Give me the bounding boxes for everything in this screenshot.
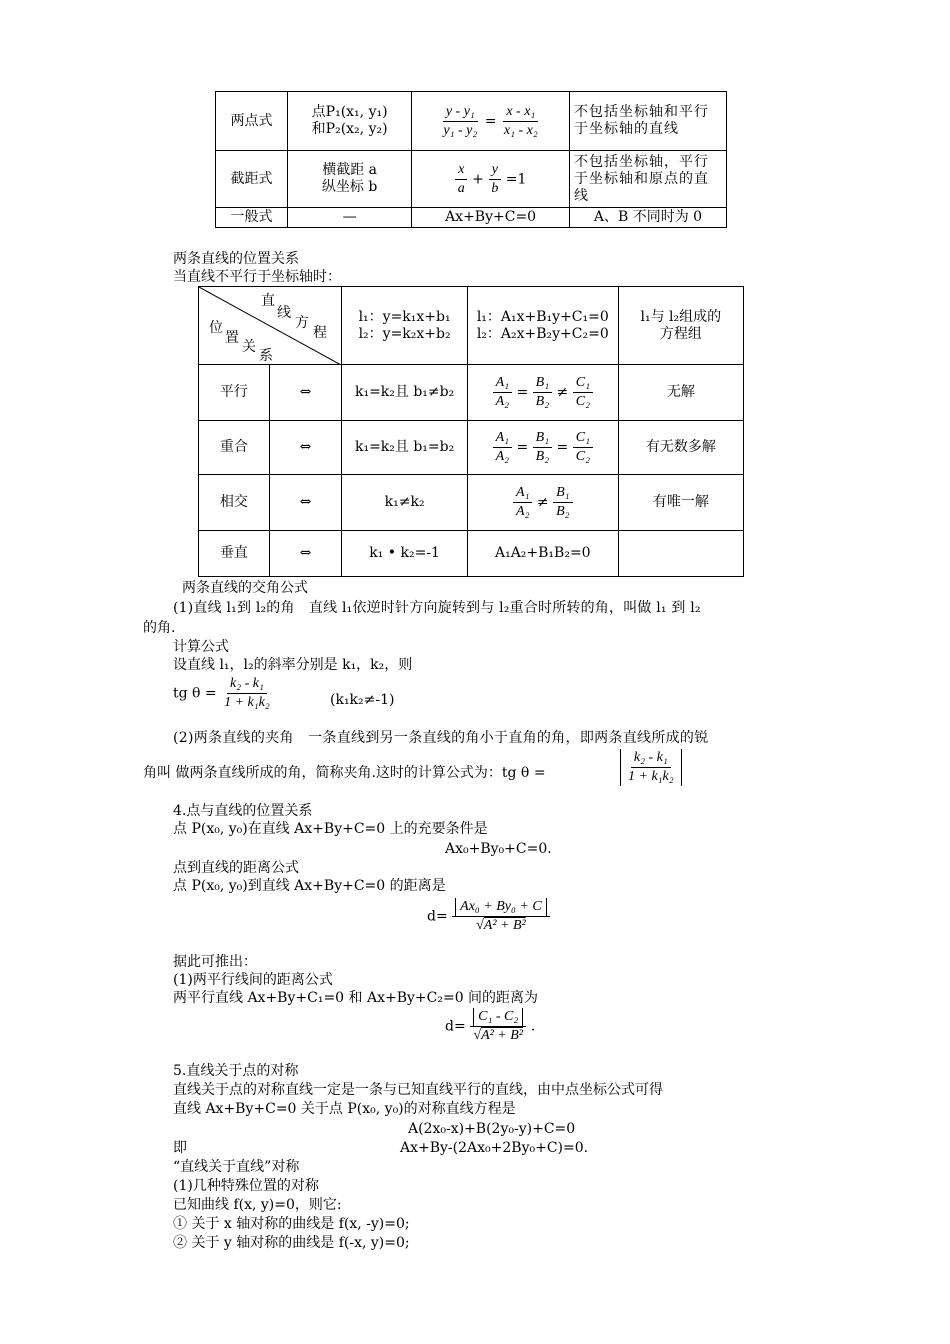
fraction: $\frac{y}{b}$: [488, 161, 501, 198]
ll-line4: ② 关于 y 轴对称的曲线是 f(-x, y)=0;: [173, 1235, 410, 1251]
diag-char: 线: [277, 305, 291, 321]
deduce-text: 据此可推出：: [173, 954, 257, 970]
diag-char: 置: [225, 330, 239, 346]
ji-text: 即: [173, 1140, 187, 1156]
relation-name: 相交: [199, 475, 270, 531]
fraction: $\frac{\text{x - x₁}}{\text{x₁ - x₂}}$: [503, 103, 538, 138]
slopes-text: 设直线 l₁，l₂的斜率分别是 k₁，k₂，则: [173, 657, 413, 673]
coefficient-condition: $\frac{\text{A₁}}{\text{A₂}}$ = $\frac{\text{B₁}}{\text{B₂}}$ ≠ $\frac{\text{C₁}}{\text{C₂}}$: [467, 365, 618, 421]
equivalence-icon: ⇔: [269, 531, 342, 577]
section-heading: 两条直线的位置关系: [173, 251, 299, 267]
distance-formula: d= $\frac{\text{Ax₀ + By₀ + C}}{\text{√A² + B²}}$: [427, 898, 550, 935]
condition-line: 和P₂(x₂, y₂): [311, 121, 388, 137]
condition-line: 纵坐标 b: [321, 179, 378, 195]
relation-name: 垂直: [199, 531, 270, 577]
angle-title: 两条直线的交角公式: [182, 580, 308, 596]
form-condition: [288, 151, 412, 208]
angle2-line2: 角叫 做两条直线所成的角，简称夹角.这时的计算公式为：tg θ =: [143, 765, 546, 781]
solution-count: 有无数多解: [618, 421, 743, 475]
coefficient-condition: $\frac{\text{A₁}}{\text{A₂}}$ = $\frac{\text{B₁}}{\text{B₂}}$ = $\frac{\text{C₁}}{\text{C₂}}$: [467, 421, 618, 475]
sym-title: 5.直线关于点的对称: [173, 1063, 299, 1079]
diag-char: 方: [295, 315, 309, 331]
form-condition: —: [288, 208, 412, 228]
sym-eq1: A(2x₀-x)+B(2y₀-y)+C=0: [408, 1121, 576, 1137]
equivalence-icon: ⇔: [269, 421, 342, 475]
pt-cond: 点 P(x₀, y₀)在直线 Ax+By+C=0 上的充要条件是: [173, 821, 488, 837]
solution-count: [618, 531, 743, 577]
relation-name: 重合: [199, 421, 270, 475]
tg-formula: tg θ = $\frac{\text{k₂ - k₁}}{\text{1 + k₁k₂}}$: [173, 676, 270, 710]
fraction: $\frac{\text{y - y₁}}{\text{y₁ - y₂}}$: [443, 103, 478, 138]
angle2-line1: (2)两条直线的夹角 一条直线到另一条直线的角小于直角的角，即两条直线所成的锐: [173, 730, 709, 746]
slope-condition: k₁=k₂且 b₁=b₂: [342, 421, 468, 475]
ll-line1: (1)几种特殊位置的对称: [173, 1178, 319, 1194]
dist-title: 点到直线的距离公式: [173, 860, 299, 876]
parallel-distance-formula: d= $\frac{\text{C₁ - C₂}}{\text{√A² + B²}}$ .: [445, 1009, 536, 1043]
header-slope-form: l₁：y=k₁x+b₁ l₂：y=k₂x+b₂: [342, 287, 468, 365]
line-equation-forms-table: [215, 91, 727, 228]
slope-condition: k₁≠k₂: [342, 475, 468, 531]
tg-condition: (k₁k₂≠-1): [330, 692, 395, 708]
tg-abs-formula: $\frac{\text{k₂ - k₁}}{\text{1 + k₁k₂}}$: [620, 749, 682, 786]
fraction: $\frac{x}{a}$: [455, 161, 468, 198]
header-general-form: l₁：A₁x+B₁y+C₁=0 l₂：A₂x+B₂y+C₂=0: [467, 287, 618, 365]
section-condition: 当直线不平行于坐标轴时：: [173, 269, 341, 285]
diag-char: 直: [261, 293, 275, 309]
form-formula: $\frac{\text{y - y₁}}{\text{y₁ - y₂}}$ = $\frac{\text{x - x₁}}{\text{x₁ - x₂}}$: [412, 92, 570, 151]
line-position-table: [198, 286, 744, 577]
par-desc: 两平行直线 Ax+By+C₁=0 和 Ax+By+C₂=0 间的距离为: [173, 990, 539, 1006]
ll-line3: ① 关于 x 轴对称的曲线是 f(x, -y)=0;: [173, 1216, 410, 1232]
angle-def-line2: 的角.: [143, 620, 176, 636]
ll-title: “直线关于直线”对称: [173, 1159, 300, 1175]
form-note: 不包括坐标轴和平行于坐标轴的直线: [569, 92, 726, 151]
equivalence-icon: ⇔: [269, 365, 342, 421]
diag-char: 位: [209, 320, 223, 336]
solution-count: 有唯一解: [618, 475, 743, 531]
form-name: 截距式: [216, 151, 288, 208]
pt-eq: Ax₀+By₀+C=0.: [445, 841, 552, 857]
sym-line1: 直线关于点的对称直线一定是一条与已知直线平行的直线，由中点坐标公式可得: [173, 1082, 663, 1098]
diagonal-header-cell: [199, 287, 342, 365]
form-name: 一般式: [216, 208, 288, 228]
sym-line2: 直线 Ax+By+C=0 关于点 P(x₀, y₀)的对称直线方程是: [173, 1101, 516, 1117]
pt-title: 4.点与直线的位置关系: [173, 803, 313, 819]
form-formula: Ax+By+C=0: [412, 208, 570, 228]
condition-line: 点P₁(x₁, y₁): [311, 104, 388, 120]
sym-eq2: Ax+By-(2Ax₀+2By₀+C)=0.: [400, 1140, 589, 1156]
ll-line2: 已知曲线 f(x, y)=0，则它:: [173, 1197, 342, 1213]
diag-char: 程: [313, 325, 327, 341]
dist-desc: 点 P(x₀, y₀)到直线 Ax+By+C=0 的距离是: [173, 878, 446, 894]
diag-char: 系: [259, 348, 273, 364]
par-title: (1)两平行线间的距离公式: [173, 972, 333, 988]
coefficient-condition: $\frac{\text{A₁}}{\text{A₂}}$ ≠ $\frac{\text{B₁}}{\text{B₂}}$: [467, 475, 618, 531]
slope-condition: k₁=k₂且 b₁≠b₂: [342, 365, 468, 421]
slope-condition: k₁ • k₂=-1: [342, 531, 468, 577]
form-formula: $\frac{x}{a}$ + $\frac{y}{b}$ =1: [412, 151, 570, 208]
form-name: 两点式: [216, 92, 288, 151]
angle-def-line1: (1)直线 l₁到 l₂的角 直线 l₁依逆时针方向旋转到与 l₂重合时所转的角，叫做 l₁ 到 l₂: [173, 600, 701, 616]
relation-name: 平行: [199, 365, 270, 421]
form-condition: [288, 92, 412, 151]
coefficient-condition: A₁A₂+B₁B₂=0: [467, 531, 618, 577]
form-note: A、B 不同时为 0: [569, 208, 726, 228]
form-note: 不包括坐标轴，平行于坐标轴和原点的直线: [569, 151, 726, 208]
condition-line: 横截距 a: [322, 162, 378, 178]
equivalence-icon: ⇔: [269, 475, 342, 531]
header-system: l₁与 l₂组成的 方程组: [618, 287, 743, 365]
calc-heading: 计算公式: [173, 639, 229, 655]
diag-char: 关: [242, 339, 256, 355]
solution-count: 无解: [618, 365, 743, 421]
